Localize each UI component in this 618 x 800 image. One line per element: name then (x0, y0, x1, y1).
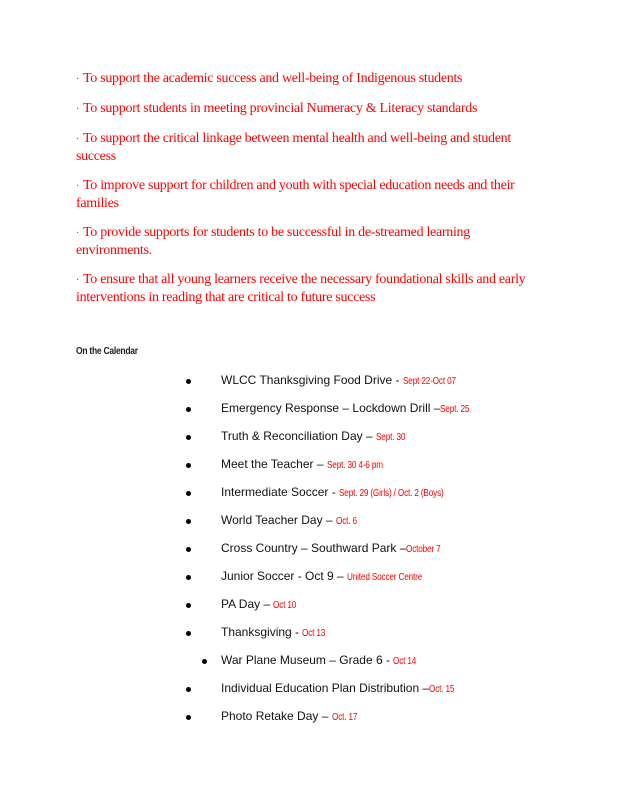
bullet-icon (186, 547, 191, 552)
event-label: Individual Education Plan Distribution – (221, 681, 430, 695)
calendar-event (0, 484, 618, 512)
calendar-event (0, 624, 618, 652)
goal-item: · To provide supports for students to be successful in de-streamed learning environments. (76, 225, 470, 258)
bullet-icon (186, 379, 191, 384)
bullet-icon (186, 715, 191, 720)
event-label: Intermediate Soccer - (221, 485, 340, 499)
bullet-icon (186, 603, 191, 608)
event-date: Oct. 6 (335, 516, 357, 527)
calendar-event (0, 708, 618, 736)
bullet-icon (186, 491, 191, 496)
bullet-icon (186, 631, 191, 636)
bullet-dot-icon: · (76, 181, 80, 192)
bullet-dot-icon: · (76, 134, 80, 145)
event-date: Sept 22-Oct 07 (402, 376, 456, 387)
bullet-icon (186, 407, 191, 412)
calendar-event (0, 512, 618, 540)
event-label: WLCC Thanksgiving Food Drive - (221, 373, 403, 387)
event-label: War Plane Museum – Grade 6 - (221, 653, 394, 667)
event-label: Photo Retake Day – (221, 709, 332, 723)
event-label: Meet the Teacher – (221, 457, 327, 471)
calendar-event (0, 568, 618, 596)
bullet-dot-icon: · (76, 275, 80, 286)
calendar-event (0, 596, 618, 624)
goal-item: · To support the critical linkage between mental health and well-being and student success (76, 131, 511, 164)
bullet-dot-icon: · (76, 228, 80, 239)
event-date: Oct 14 (393, 656, 417, 667)
bullet-dot-icon: · (76, 104, 80, 115)
event-date: Sept. 30 4-6 pm (326, 460, 383, 471)
bullet-icon (202, 659, 207, 664)
event-date: Sept. 29 (Girls) / Oct. 2 (Boys) (339, 488, 444, 499)
event-date: Sept. 25 (440, 404, 470, 415)
event-date: Oct 13 (302, 628, 326, 639)
bullet-icon (186, 575, 191, 580)
bullet-dot-icon: · (76, 74, 80, 85)
event-label: World Teacher Day – (221, 513, 336, 527)
event-label: Junior Soccer - Oct 9 – (221, 569, 348, 583)
goal-item: · To improve support for children and youth with special education needs and their families (76, 178, 515, 211)
calendar-event (0, 400, 618, 428)
bullet-icon (186, 435, 191, 440)
event-label: Cross Country – Southward Park – (221, 541, 407, 555)
event-date: October 7 (406, 544, 441, 555)
calendar-event (0, 680, 618, 708)
calendar-event (0, 652, 618, 680)
calendar-events-list (0, 372, 618, 736)
calendar-event (0, 372, 618, 400)
goal-item: · To support the academic success and well-being of Indigenous students (76, 71, 463, 86)
event-label: Emergency Response – Lockdown Drill – (221, 401, 441, 415)
calendar-event (0, 428, 618, 456)
calendar-heading: On the Calendar (76, 346, 138, 357)
calendar-event (0, 540, 618, 568)
calendar-event (0, 456, 618, 484)
event-date: Sept. 30 (375, 432, 406, 443)
goal-item: · To support students in meeting provincial Numeracy & Literacy standards (76, 101, 478, 116)
goals-list (76, 70, 546, 318)
goal-item: · To ensure that all young learners receive the necessary foundational skills and early interventions in reading that are critical to future success (76, 272, 526, 305)
event-date: Oct. 17 (331, 712, 358, 723)
event-date: Oct 10 (273, 600, 297, 611)
event-label: Truth & Reconciliation Day – (221, 429, 376, 443)
event-label: Thanksgiving - (221, 625, 303, 639)
event-date: United Soccer Centre (347, 572, 423, 583)
event-label: PA Day – (221, 597, 274, 611)
event-date: Oct. 15 (429, 684, 455, 695)
bullet-icon (186, 463, 191, 468)
bullet-icon (186, 519, 191, 524)
bullet-icon (186, 687, 191, 692)
